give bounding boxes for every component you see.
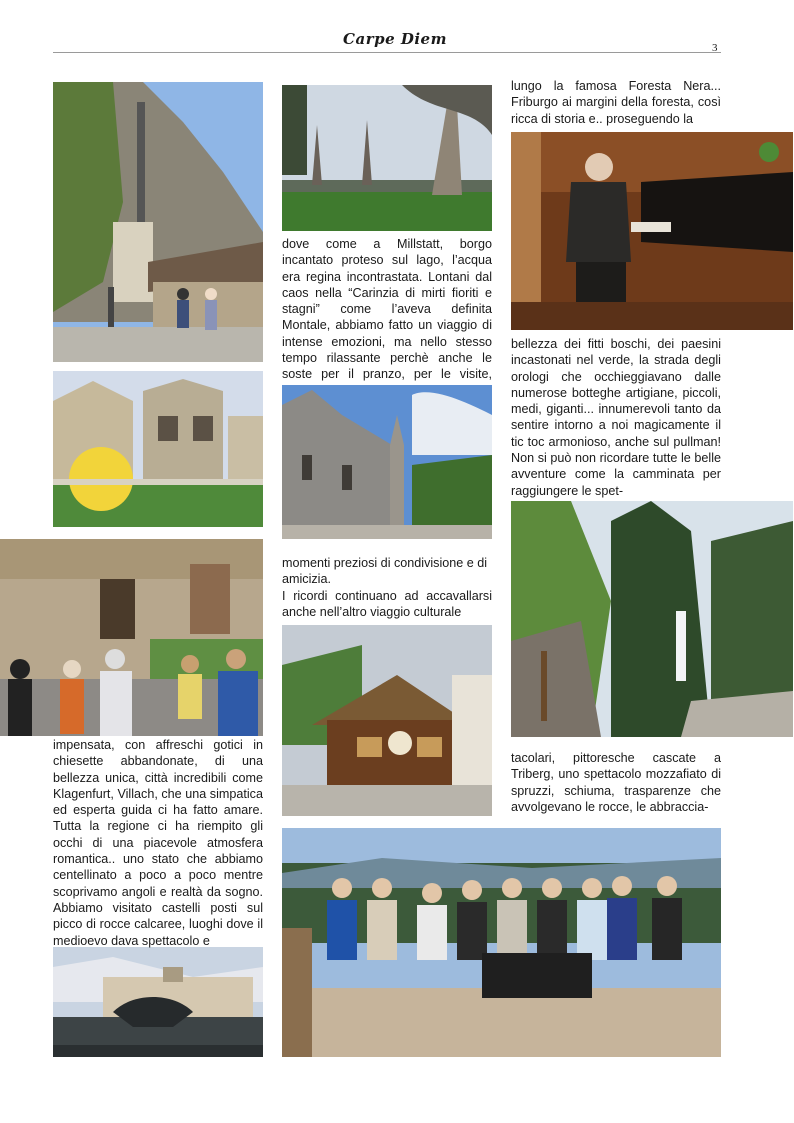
col3-text-b: bellezza dei fitti boschi, dei paesini incastonati nel verde, la strada degli orologi che occhieggiavano dalle numerose botteghe artigiane, piccoli, medi, giganti... innumerevoli tanto da sentire intorno a noi magicamente il tic toc armonioso, anche sul pullman! Non si può non ricordare tutte le belle avventure come la camminata per raggiungere le spet- xyxy=(511,337,721,498)
photo-castle-courtyard xyxy=(53,371,263,527)
page-number: 3 xyxy=(712,42,718,54)
photo-group-overlook xyxy=(282,828,721,1057)
photo-church-frescoes-group xyxy=(0,539,263,736)
col3-text-a: lungo la famosa Foresta Nera... Friburgo ai margini della foresta, così ricca di storia e.. proseguendo la xyxy=(511,79,721,126)
col1-text: impensata, con affreschi gotici in chiesette abbandonate, di una bellezza unica, città incredibili come Klagenfurt, Villach, che una simpatica ed esperta guida ci ha fatto amare. Tutta la regione ci ha riempito gli occhi di una piacevole atmosfera romantica.. uno stato che abbiamo centellinato a poco a poco mentre scoprivamo angoli e realtà da sogno. Abbiamo visitato castelli posti sul picco di rocce calcaree, luoghi dove il medioevo dava spettacolo e xyxy=(53,738,263,948)
col2-text-b: momenti preziosi di condivisione e di amicizia. xyxy=(282,556,488,587)
photo-park-trees xyxy=(282,85,492,231)
col3-text-c: tacolari, pittoresche cascate a Triberg, uno spettacolo mozzafiato di spruzzi, schiuma, trasparenze che avvolgevano le rocce, le abbraccia- xyxy=(511,751,721,814)
photo-abbey-church xyxy=(282,385,492,539)
photo-piano-player xyxy=(511,132,793,330)
photo-cliff-elevator xyxy=(53,82,263,362)
col2-text-a: dove come a Millstatt, borgo incantato proteso sul lago, l’acqua era regina incontrastata. Lontani dal caos nella “Carinzia di mirti fioriti e stagni” come l’aveva definita Montale, abbiamo fatto un viaggio di intense emozioni, ma nello stesso tempo rilassante perchè anche le soste per il pranzo, per le visite, xyxy=(282,237,492,382)
header-rule xyxy=(53,52,721,53)
photo-klagenfurt-fountain xyxy=(53,947,263,1057)
col2-text-c: I ricordi continuano ad accavallarsi anche nell’altro viaggio culturale xyxy=(282,589,492,620)
header-title: Carpe Diem xyxy=(343,30,447,48)
photo-cuckoo-clock-house xyxy=(282,625,492,816)
photo-triberg-waterfall xyxy=(511,501,793,737)
